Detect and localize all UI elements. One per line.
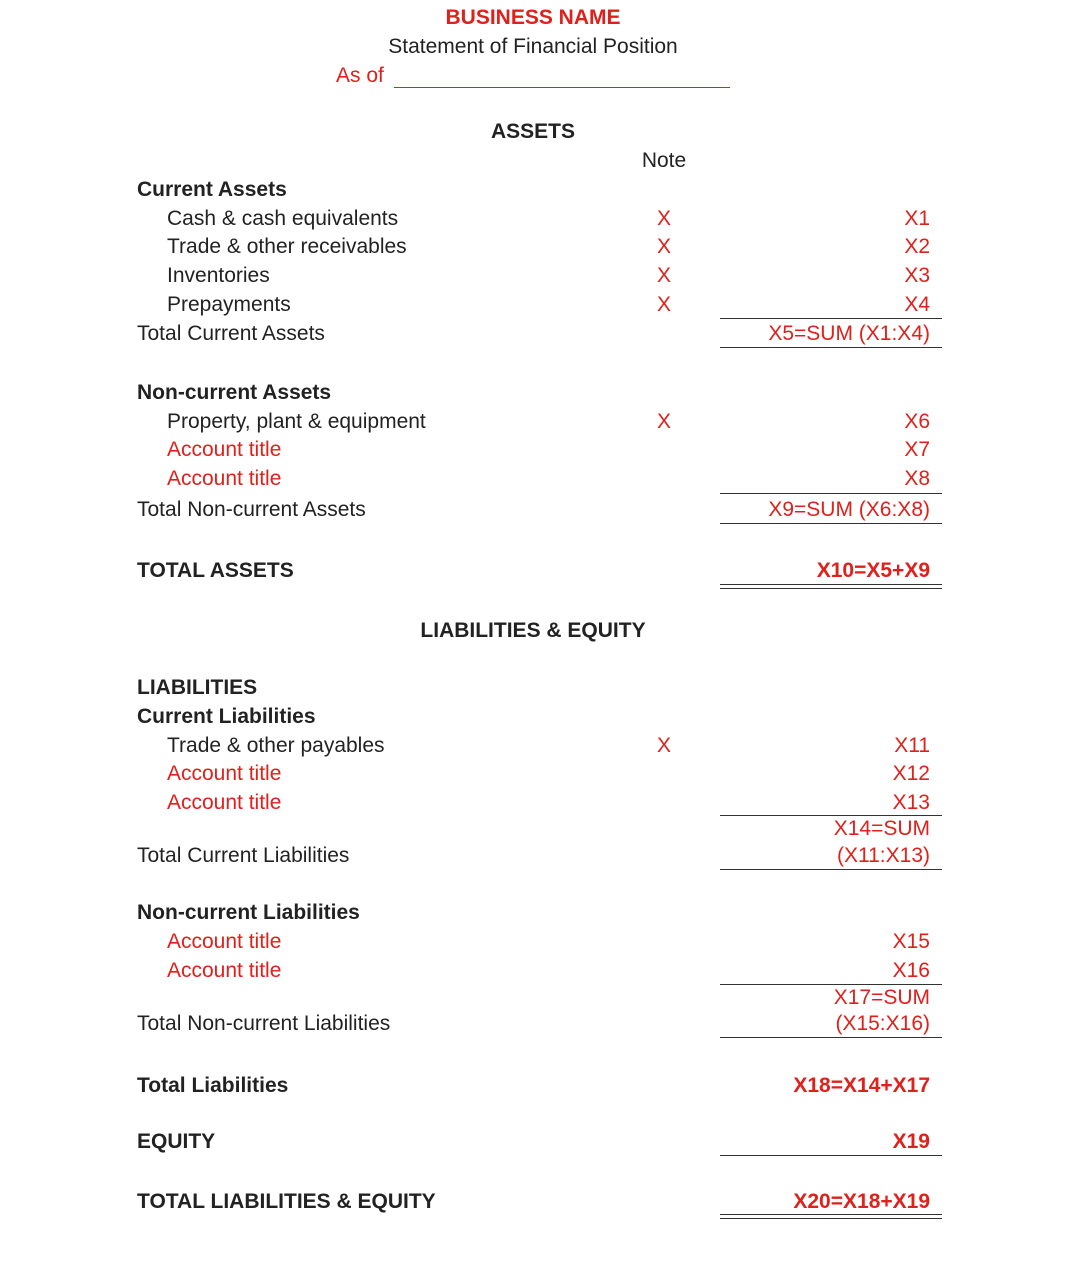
- line-item-value: X1: [904, 207, 930, 230]
- account-title-placeholder: Account title: [167, 438, 282, 461]
- line-item-value: X7: [904, 438, 930, 461]
- total-liabilities-value: X18=X14+X17: [793, 1074, 930, 1097]
- line-item-value: X16: [892, 959, 930, 982]
- total-liabilities-equity-label: TOTAL LIABILITIES & EQUITY: [137, 1190, 436, 1213]
- total-rule: [720, 1037, 942, 1038]
- current-assets-heading: Current Assets: [137, 178, 287, 201]
- total-assets-value: X10=X5+X9: [816, 559, 930, 582]
- note-ref: X: [656, 235, 671, 258]
- line-item-value: X13: [892, 791, 930, 814]
- grand-total-double-rule: [720, 1214, 942, 1219]
- total-current-assets-label: Total Current Assets: [137, 322, 325, 345]
- noncurrent-liabilities-heading: Non-current Liabilities: [137, 901, 360, 924]
- account-title-placeholder: Account title: [167, 959, 282, 982]
- line-item-value: X4: [904, 293, 930, 316]
- equity-value: X19: [892, 1130, 930, 1153]
- total-rule: [720, 869, 942, 870]
- line-item-value: X2: [904, 235, 930, 258]
- line-item-value: X15: [892, 930, 930, 953]
- total-liabilities-label: Total Liabilities: [137, 1074, 289, 1097]
- subtotal-rule: [720, 318, 942, 319]
- note-ref: X: [656, 264, 671, 287]
- total-liabilities-equity-value: X20=X18+X19: [793, 1190, 930, 1213]
- liabilities-equity-heading: LIABILITIES & EQUITY: [420, 619, 646, 642]
- total-noncurrent-liabilities-label: Total Non-current Liabilities: [137, 1012, 391, 1035]
- line-item-value: X11: [894, 734, 930, 757]
- account-title-placeholder: Account title: [167, 930, 282, 953]
- total-current-assets-value: X5=SUM (X1:X4): [768, 322, 930, 345]
- note-ref: X: [656, 207, 671, 230]
- line-item-value: X3: [904, 264, 930, 287]
- note-column-header: Note: [641, 149, 687, 172]
- equity-rule: [720, 1155, 942, 1156]
- subtotal-rule: [720, 815, 942, 816]
- note-ref: X: [656, 410, 671, 433]
- liabilities-heading: LIABILITIES: [137, 676, 258, 699]
- total-noncurrent-liabilities-value-line1: X17=SUM: [833, 986, 930, 1009]
- line-item-label: Trade & other receivables: [167, 235, 407, 258]
- account-title-placeholder: Account title: [167, 791, 282, 814]
- assets-heading: ASSETS: [490, 120, 576, 143]
- line-item-label: Prepayments: [167, 293, 291, 316]
- total-noncurrent-liabilities-value-line2: (X15:X16): [835, 1012, 930, 1035]
- total-rule: [720, 523, 942, 524]
- statement-title: Statement of Financial Position: [388, 35, 678, 58]
- noncurrent-assets-heading: Non-current Assets: [137, 381, 332, 404]
- total-current-liabilities-value-line1: X14=SUM: [833, 817, 930, 840]
- total-current-liabilities-value-line2: (X11:X13): [837, 844, 930, 867]
- line-item-value: X6: [904, 410, 930, 433]
- account-title-placeholder: Account title: [167, 762, 282, 785]
- subtotal-rule: [720, 984, 942, 985]
- business-name: BUSINESS NAME: [445, 6, 621, 29]
- line-item-value: X8: [904, 467, 930, 490]
- subtotal-rule: [720, 493, 942, 494]
- line-item-label: Inventories: [167, 264, 270, 287]
- total-assets-label: TOTAL ASSETS: [137, 559, 294, 582]
- grand-total-double-rule: [720, 584, 942, 589]
- account-title-placeholder: Account title: [167, 467, 282, 490]
- line-item-label: Property, plant & equipment: [167, 410, 426, 433]
- equity-label: EQUITY: [137, 1130, 216, 1153]
- total-current-liabilities-label: Total Current Liabilities: [137, 844, 350, 867]
- total-rule: [720, 347, 942, 348]
- current-liabilities-heading: Current Liabilities: [137, 705, 316, 728]
- line-item-label: Cash & cash equivalents: [167, 207, 399, 230]
- as-of-label: As of: [336, 64, 384, 87]
- line-item-value: X12: [892, 762, 930, 785]
- note-ref: X: [656, 734, 671, 757]
- line-item-label: Trade & other payables: [167, 734, 385, 757]
- total-noncurrent-assets-label: Total Non-current Assets: [137, 498, 366, 521]
- total-noncurrent-assets-value: X9=SUM (X6:X8): [768, 498, 930, 521]
- as-of-date-line: [394, 87, 730, 88]
- note-ref: X: [656, 293, 671, 316]
